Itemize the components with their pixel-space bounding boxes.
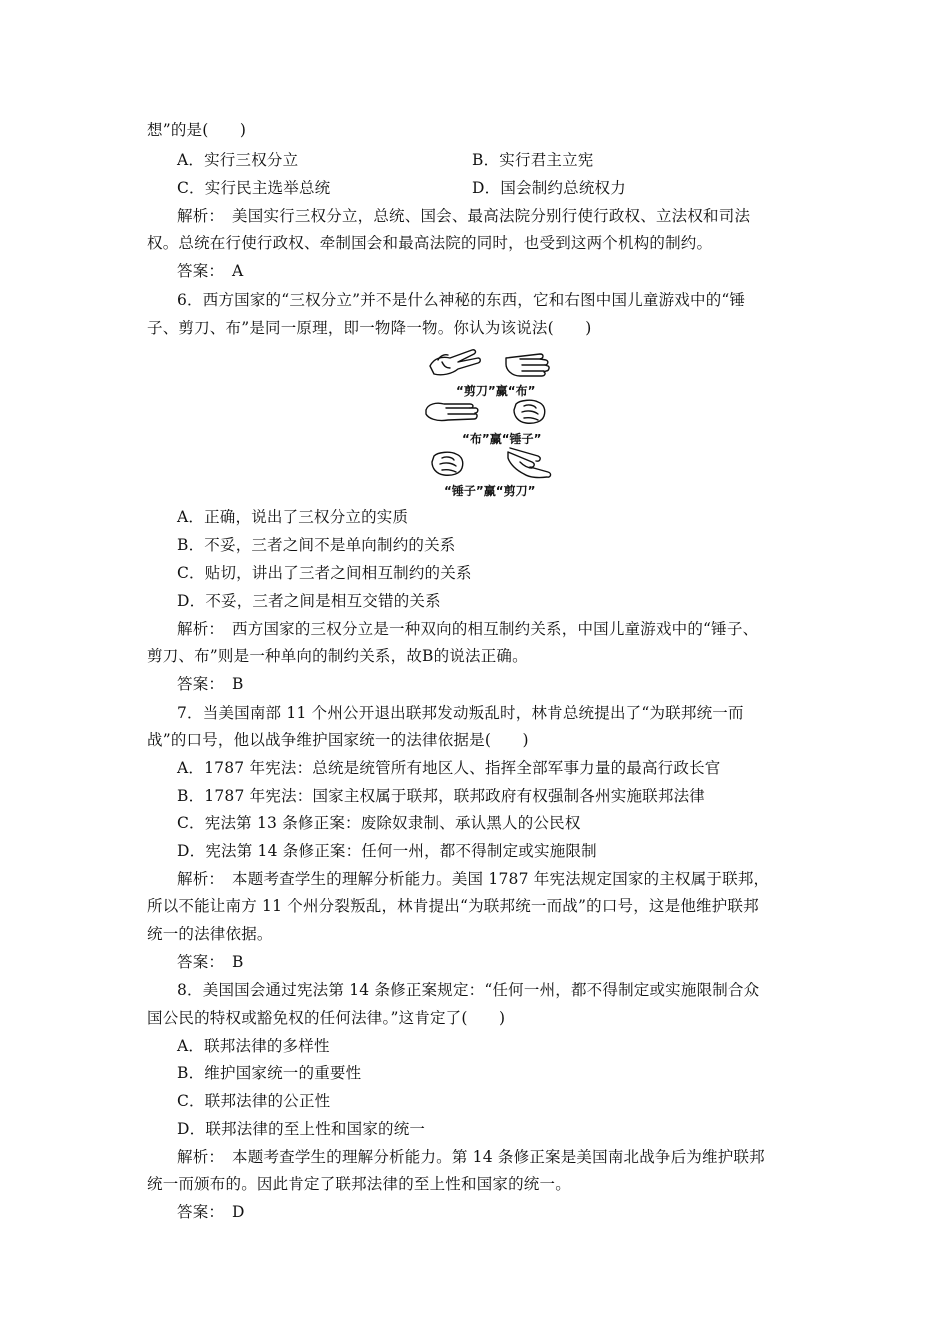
q8-stem-line-1: 8．美国国会通过宪法第 14 条修正案规定：“任何一州，都不得制定或实施限制合众 — [177, 981, 760, 999]
q8-option-b: B．维护国家统一的重要性 — [177, 1064, 362, 1082]
q8-stem-line-2: 国公民的特权或豁免权的任何法律。”这肯定了( ) — [147, 1009, 506, 1027]
q6-answer: 答案： B — [177, 675, 244, 693]
q7-analysis-line-2: 所以不能让南方 11 个州分裂叛乱，林肯提出“为联邦统一而战”的口号，这是他维护联邦 — [147, 897, 759, 915]
q8-option-c: C．联邦法律的公正性 — [177, 1092, 331, 1110]
q6-stem-line-1: 6．西方国家的“三权分立”并不是什么神秘的东西，它和右图中国儿童游戏中的“锤 — [177, 291, 746, 309]
q6-analysis-line-1: 解析： 西方国家的三权分立是一种双向的相互制约关系，中国儿童游戏中的“锤子、 — [177, 620, 759, 638]
fist-hand-icon — [514, 400, 545, 423]
q5-stem-end: 想”的是( ) — [147, 121, 247, 139]
hand-gestures-drawing — [420, 344, 565, 500]
q6-stem-line-2: 子、剪刀、布”是同一原理，即一物降一物。你认为该说法( ) — [147, 319, 592, 337]
q7-analysis-line-1: 解析： 本题考查学生的理解分析能力。美国 1787 年宪法规定国家的主权属于联邦， — [177, 870, 770, 888]
q5-analysis-line-2: 权。总统在行使行政权、牵制国会和最高法院的同时，也受到这两个机构的制约。 — [147, 234, 713, 252]
q6-option-c: C．贴切，讲出了三者之间相互制约的关系 — [177, 564, 472, 582]
figure-caption-1: “剪刀”赢“布” — [456, 384, 536, 398]
q7-option-b: B．1787 年宪法：国家主权属于联邦，联邦政府有权强制各州实施联邦法律 — [177, 787, 705, 805]
q7-stem-line-1: 7．当美国南部 11 个州公开退出联邦发动叛乱时，林肯总统提出了“为联邦统一而 — [177, 704, 744, 722]
q7-stem-line-2: 战”的口号，他以战争维护国家统一的法律依据是( ) — [147, 731, 529, 749]
q8-analysis-line-1: 解析： 本题考查学生的理解分析能力。第 14 条修正案是美国南北战争后为维护联邦 — [177, 1148, 765, 1166]
q5-analysis-line-1: 解析： 美国实行三权分立，总统、国会、最高法院分别行使行政权、立法权和司法 — [177, 207, 751, 225]
q8-analysis-line-2: 统一而颁布的。因此肯定了联邦法律的至上性和国家的统一。 — [147, 1175, 571, 1193]
figure-caption-3: “锤子”赢“剪刀” — [444, 484, 536, 498]
q6-option-a: A．正确，说出了三权分立的实质 — [177, 508, 409, 526]
q5-option-c: C．实行民主选举总统 — [177, 179, 331, 197]
q5-answer: 答案： A — [177, 262, 244, 280]
fist-left-hand-icon — [432, 452, 463, 475]
q6-option-d: D．不妥，三者之间是相互交错的关系 — [177, 592, 441, 610]
q8-option-d: D．联邦法律的至上性和国家的统一 — [177, 1120, 426, 1138]
q5-option-d: D．国会制约总统权力 — [472, 179, 626, 197]
q7-analysis-line-3: 统一的法律依据。 — [147, 925, 273, 943]
scissors-hand-icon — [430, 350, 480, 375]
paper-hand-icon — [506, 354, 549, 376]
q8-option-a: A．联邦法律的多样性 — [177, 1037, 330, 1055]
q8-answer: 答案： D — [177, 1203, 245, 1221]
q6-option-b: B．不妥，三者之间不是单向制约的关系 — [177, 536, 456, 554]
q7-option-d: D．宪法第 14 条修正案：任何一州，都不得制定或实施限制 — [177, 842, 597, 860]
q6-analysis-line-2: 剪刀、布”则是一种单向的制约关系，故B的说法正确。 — [147, 647, 528, 665]
scissors-right-hand-icon — [508, 448, 551, 478]
q5-option-a: A．实行三权分立 — [177, 151, 299, 169]
q7-option-c: C．宪法第 13 条修正案：废除奴隶制、承认黑人的公民权 — [177, 814, 581, 832]
q7-option-a: A．1787 年宪法：总统是统管所有地区人、指挥全部军事力量的最高行政长官 — [177, 759, 721, 777]
q5-option-b: B．实行君主立宪 — [472, 151, 594, 169]
paper-hand-left-icon — [426, 403, 478, 420]
rock-paper-scissors-figure — [420, 344, 565, 500]
q7-answer: 答案： B — [177, 953, 244, 971]
figure-caption-2: “布”赢“锤子” — [462, 432, 542, 446]
